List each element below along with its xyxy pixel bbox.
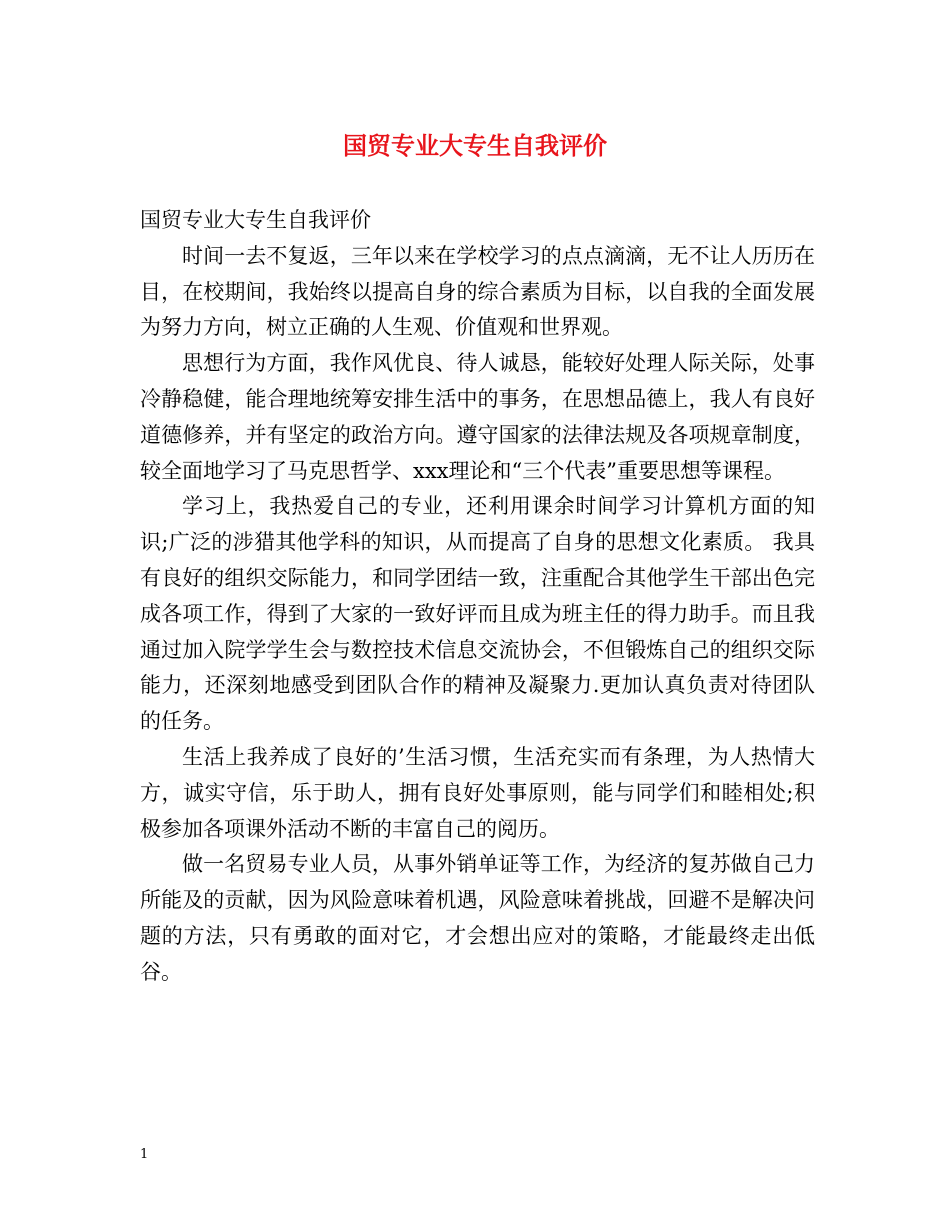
paragraph-3: 学习上，我热爱自己的专业，还利用课余时间学习计算机方面的知识;广泛的涉猎其他学科的知识，从而提高了自身的思想文化素质。 我具有良好的组织交际能力，和同学团结一致，注重配合其他学生干部出色完成各项工作，得到了大家的一致好评而且成为班主任的得力助手。而且我通过加入院学学生会与数控技术信息交流协会，不但锻炼自己的组织交际能力，还深刻地感受到团队合作的精神及凝聚力.更加认真负责对待团队的任务。	[140, 494, 815, 734]
paragraph-4: 生活上我养成了良好的’生活习惯，生活充实而有条理，为人热情大方，诚实守信，乐于助人，拥有良好处事原则，能与同学们和睦相处;积极参加各项课外活动不断的丰富自己的阅历。	[140, 744, 815, 841]
body-heading-line: 国贸专业大专生自我评价	[140, 208, 371, 232]
paragraph-1: 时间一去不复返，三年以来在学校学习的点点滴滴，无不让人历历在目，在校期间，我始终以提高自身的综合素质为目标，以自我的全面发展为努力方向，树立正确的人生观、价值观和世界观。	[140, 243, 815, 340]
paragraph-2: 思想行为方面，我作风优良、待人诚恳，能较好处理人际关际，处事冷静稳健，能合理地统筹安排生活中的事务，在思想品德上，我人有良好道德修养，并有坚定的政治方向。遵守国家的法律法规及各项规章制度，较全面地学习了马克思哲学、xxx理论和“三个代表”重要思想等课程。	[140, 351, 815, 483]
document-body	[140, 203, 815, 991]
page-number: 1	[140, 1147, 149, 1162]
paragraph-5: 做一名贸易专业人员，从事外销单证等工作，为经济的复苏做自己力所能及的贡献，因为风险意味着机遇，风险意味着挑战，回避不是解决问题的方法，只有勇敢的面对它，才会想出应对的策略，才能最终走出低谷。	[140, 852, 815, 984]
document-title: 国贸专业大专生自我评价	[343, 131, 607, 160]
